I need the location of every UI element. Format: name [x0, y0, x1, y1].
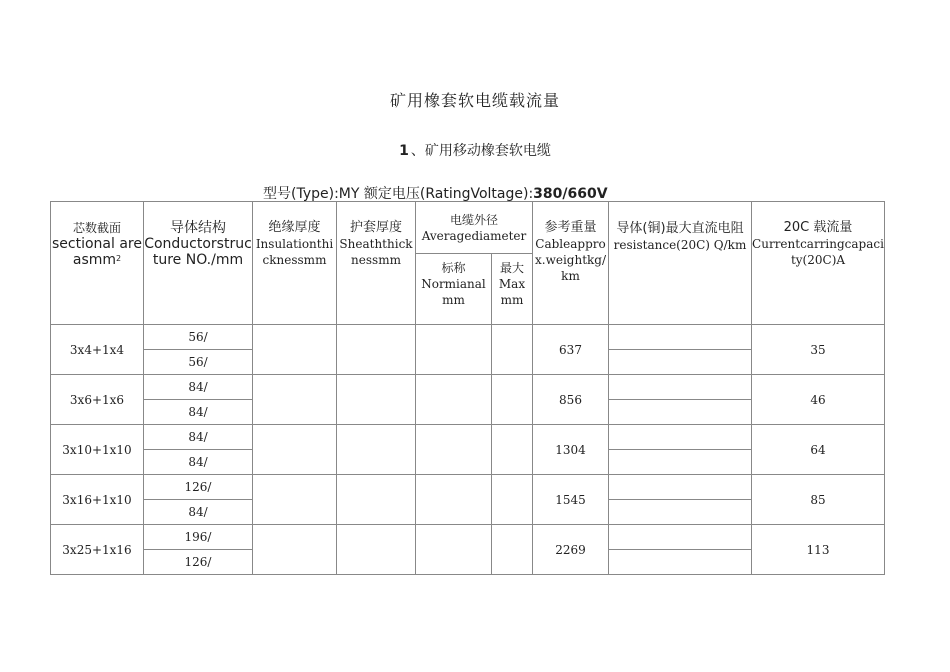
header-conductor-structure-cn: 导体结构: [170, 220, 226, 236]
cell-conductor: 126/: [144, 550, 253, 575]
section-number: 1: [399, 143, 409, 159]
cable-spec-table: [50, 201, 885, 575]
cell-conductor: 56/: [144, 350, 253, 375]
cell-section: 3x6+1x6: [51, 375, 144, 425]
cell-conductor: 84/: [144, 425, 253, 450]
cell-resistance: [609, 525, 752, 550]
header-sectional-area-en: sectional areasmm$_2$: [52, 236, 142, 268]
cell-resistance: [609, 550, 752, 575]
cell-sheath: [337, 525, 416, 575]
cell-sheath: [337, 475, 416, 525]
cell-max: [492, 475, 533, 525]
header-sectional-area-superscript: 2: [116, 254, 122, 263]
header-sheath-thickness: [337, 202, 416, 325]
header-insulation-thickness: [253, 202, 337, 325]
table-row: [51, 375, 885, 400]
cell-weight: 1304: [533, 425, 609, 475]
cell-max: [492, 425, 533, 475]
table-row: [51, 475, 885, 500]
cell-resistance: [609, 450, 752, 475]
header-sectional-area-cn: 芯数截面: [72, 221, 121, 235]
cell-nominal: [416, 375, 492, 425]
cell-current: 35: [752, 325, 885, 375]
header-sectional-area: [51, 202, 144, 325]
header-max-diameter: [492, 254, 533, 325]
cell-section: 3x16+1x10: [51, 475, 144, 525]
header-nominal-diameter: [416, 254, 492, 325]
cell-conductor: 84/: [144, 375, 253, 400]
header-current-capacity: [752, 202, 885, 325]
cell-insulation: [253, 375, 337, 425]
document-title: 矿用橡套软电缆载流量: [389, 91, 560, 110]
cell-resistance: [609, 375, 752, 400]
header-insulation-thickness-cn: 绝缘厚度: [268, 220, 321, 235]
section-heading: [0, 140, 950, 160]
cell-max: [492, 375, 533, 425]
cell-max: [492, 525, 533, 575]
header-sheath-thickness-en: Sheaththicknessmm: [339, 237, 413, 267]
header-current-capacity-en: Currentcarringcapacity(20C)A: [752, 237, 884, 267]
cell-current: 46: [752, 375, 885, 425]
type-voltage-label: 型号(Type):MY 额定电压(RatingVoltage):: [263, 186, 534, 202]
cell-conductor: 126/: [144, 475, 253, 500]
cell-resistance: [609, 425, 752, 450]
cell-insulation: [253, 425, 337, 475]
cell-insulation: [253, 525, 337, 575]
cell-weight: 637: [533, 325, 609, 375]
cell-resistance: [609, 500, 752, 525]
header-conductor-structure-en: Conductorstructure NO./mm: [144, 236, 252, 268]
section-heading-text: 、矿用移动橡套软电缆: [410, 143, 551, 159]
cell-current: 113: [752, 525, 885, 575]
cell-sheath: [337, 425, 416, 475]
cell-nominal: [416, 525, 492, 575]
cell-conductor: 84/: [144, 400, 253, 425]
cell-conductor: 56/: [144, 325, 253, 350]
table-row: [51, 525, 885, 550]
header-conductor-structure: [144, 202, 253, 325]
header-max-diameter-en: Max mm: [498, 277, 526, 308]
cell-conductor: 196/: [144, 525, 253, 550]
cell-sheath: [337, 375, 416, 425]
header-approx-weight-en: Cableapprox.weightkg/km: [534, 237, 607, 283]
table-row: [51, 425, 885, 450]
header-average-diameter-cn: 电缆外径: [449, 213, 498, 227]
cell-current: 64: [752, 425, 885, 475]
cell-current: 85: [752, 475, 885, 525]
cell-max: [492, 325, 533, 375]
cell-section: 3x4+1x4: [51, 325, 144, 375]
header-average-diameter-en: Averagediameter: [421, 229, 527, 243]
cell-section: 3x25+1x16: [51, 525, 144, 575]
cell-nominal: [416, 325, 492, 375]
cell-resistance: [609, 350, 752, 375]
header-approx-weight-cn: 参考重量: [544, 220, 597, 235]
header-sheath-thickness-cn: 护套厚度: [349, 220, 402, 235]
cell-nominal: [416, 425, 492, 475]
header-dc-resistance: [609, 202, 752, 325]
header-average-diameter: [416, 202, 533, 254]
header-max-diameter-cn: 最大: [499, 261, 524, 276]
header-current-capacity-cn: 20C 载流量: [783, 220, 853, 235]
cell-section: 3x10+1x10: [51, 425, 144, 475]
cell-resistance: [609, 475, 752, 500]
cell-nominal: [416, 475, 492, 525]
cell-resistance: [609, 400, 752, 425]
cell-weight: 2269: [533, 525, 609, 575]
cell-insulation: [253, 325, 337, 375]
cell-conductor: 84/: [144, 500, 253, 525]
header-dc-resistance-en: resistance(20C) Q/km: [613, 238, 747, 252]
table-row: [51, 325, 885, 350]
cell-weight: 856: [533, 375, 609, 425]
rated-voltage-value: 380/660V: [533, 186, 608, 202]
cell-insulation: [253, 475, 337, 525]
type-voltage-line: [263, 183, 608, 203]
cell-resistance: [609, 325, 752, 350]
header-insulation-thickness-en: Insulationthicknessmm: [255, 237, 334, 267]
header-nominal-diameter-en: Normianal mm: [421, 277, 486, 308]
header-dc-resistance-cn: 导体(铜)最大直流电阻: [616, 221, 744, 236]
cell-weight: 1545: [533, 475, 609, 525]
cell-sheath: [337, 325, 416, 375]
header-nominal-diameter-cn: 标称: [441, 261, 466, 276]
cell-conductor: 84/: [144, 450, 253, 475]
header-approx-weight: [533, 202, 609, 325]
